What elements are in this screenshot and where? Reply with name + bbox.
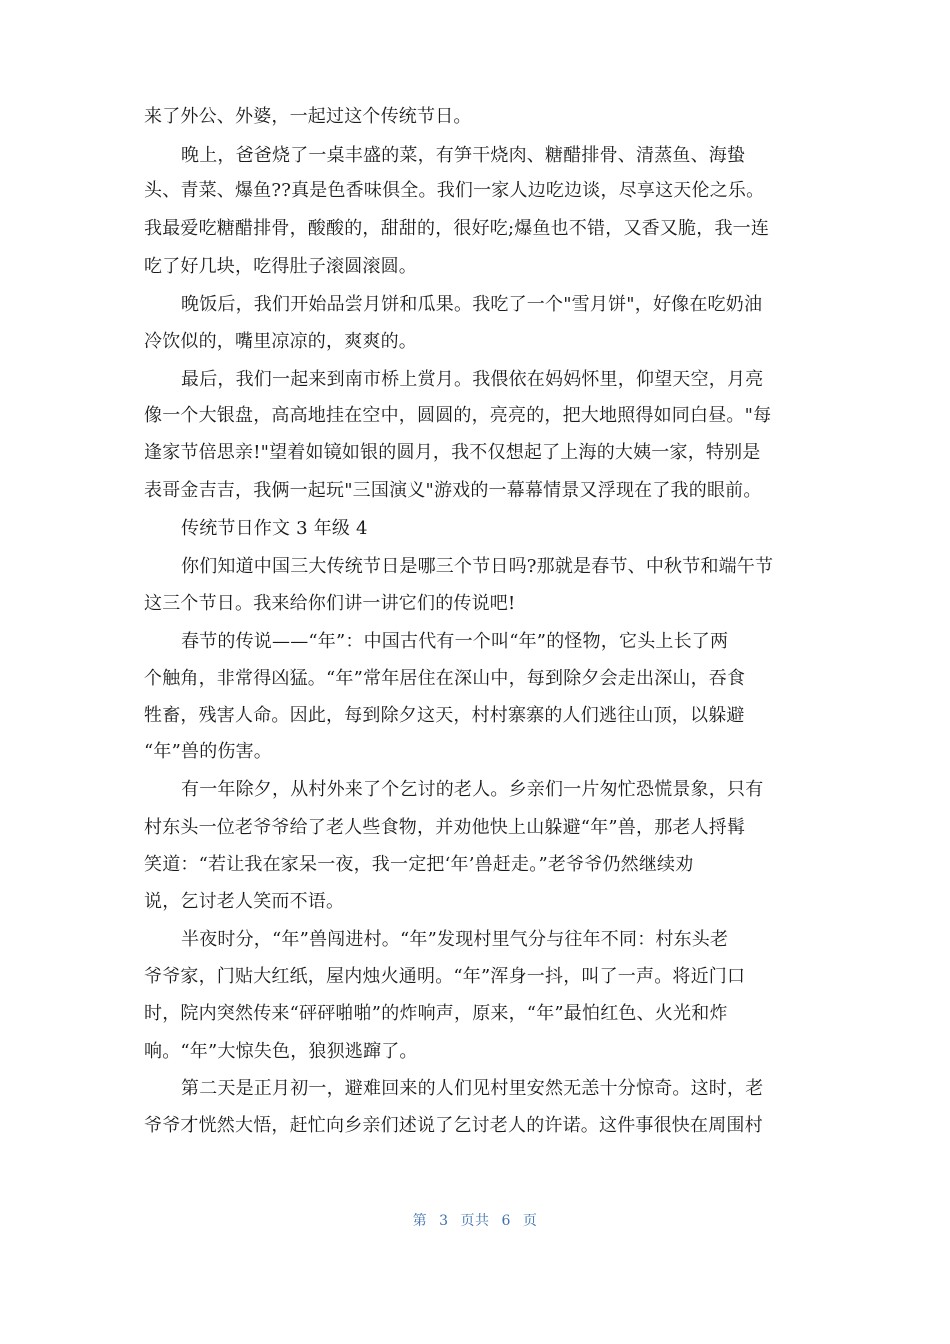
text-line: 像一个大银盘，高高地挂在空中，圆圆的，亮亮的，把大地照得如同白昼。"每 <box>144 405 772 426</box>
footer-total-pages: 6 <box>501 1213 511 1229</box>
paragraph-first-line: 最后，我们一起来到南市桥上赏月。我偎依在妈妈怀里，仰望天空，月亮 <box>181 369 764 390</box>
text-line: 我最爱吃糖醋排骨，酸酸的，甜甜的，很好吃;爆鱼也不错，又香又脆，我一连 <box>144 218 770 239</box>
text-line: 牲畜，残害人命。因此，每到除夕这天，村村寨寨的人们逃往山顶，以躲避 <box>144 705 745 726</box>
footer-suffix: 页 <box>522 1213 538 1229</box>
text-line: 逢家节倍思亲!"望着如镜如银的圆月，我不仅想起了上海的大姨一家，特别是 <box>144 442 761 463</box>
text-line: 响。“年”大惊失色，狼狈逃蹿了。 <box>144 1041 418 1062</box>
text-line: 表哥金吉吉，我俩一起玩"三国演义"游戏的一幕幕情景又浮现在了我的眼前。 <box>144 480 762 501</box>
section-heading: 传统节日作文 3 年级 4 <box>181 518 368 539</box>
text-line: 时，院内突然传来“砰砰啪啪”的炸响声，原来，“年”最怕红色、火光和炸 <box>144 1003 728 1024</box>
text-line: 冷饮似的，嘴里凉凉的，爽爽的。 <box>144 331 417 352</box>
paragraph-first-line: 有一年除夕，从村外来了个乞讨的老人。乡亲们一片匆忙恐慌景象，只有 <box>181 779 764 800</box>
text-line: 村东头一位老爷爷给了老人些食物，并劝他快上山躲避“年”兽，那老人捋髯 <box>144 817 746 838</box>
footer-prefix: 第 <box>412 1213 428 1229</box>
text-line: 个触角，非常得凶猛。“年”常年居住在深山中，每到除夕会走出深山，吞食 <box>144 668 746 689</box>
text-line: 头、青菜、爆鱼??真是色香味俱全。我们一家人边吃边谈，尽享这天伦之乐。 <box>144 180 765 201</box>
paragraph-first-line: 晚饭后，我们开始品尝月饼和瓜果。我吃了一个"雪月饼"，好像在吃奶油 <box>181 294 763 315</box>
text-line: 爷爷家，门贴大红纸，屋内烛火通明。“年”浑身一抖，叫了一声。将近门口 <box>144 966 746 987</box>
footer-middle: 页共 <box>460 1213 490 1229</box>
paragraph-first-line: 半夜时分，“年”兽闯进村。“年”发现村里气分与往年不同：村东头老 <box>181 929 729 950</box>
paragraph-first-line: 你们知道中国三大传统节日是哪三个节日吗?那就是春节、中秋节和端午节 <box>181 556 774 577</box>
text-line: 这三个节日。我来给你们讲一讲它们的传说吧! <box>144 593 516 614</box>
text-line: 来了外公、外婆，一起过这个传统节日。 <box>144 106 472 127</box>
paragraph-first-line: 第二天是正月初一，避难回来的人们见村里安然无恙十分惊奇。这时，老 <box>181 1078 764 1099</box>
page-footer <box>0 1211 950 1231</box>
text-line: 笑道：“若让我在家呆一夜，我一定把‘年’兽赶走。”老爷爷仍然继续劝 <box>144 854 694 875</box>
text-line: 说，乞讨老人笑而不语。 <box>144 891 345 912</box>
text-line: 吃了好几块，吃得肚子滚圆滚圆。 <box>144 256 417 277</box>
paragraph-first-line: 春节的传说——“年”：中国古代有一个叫“年”的怪物，它头上长了两 <box>181 631 729 652</box>
text-line: 爷爷才恍然大悟，赶忙向乡亲们述说了乞讨老人的许诺。这件事很快在周围村 <box>144 1115 763 1136</box>
paragraph-first-line: 晚上，爸爸烧了一桌丰盛的菜，有笋干烧肉、糖醋排骨、清蒸鱼、海蛰 <box>181 145 746 166</box>
footer-page-number: 3 <box>439 1213 449 1229</box>
text-line: “年”兽的伤害。 <box>144 741 273 762</box>
